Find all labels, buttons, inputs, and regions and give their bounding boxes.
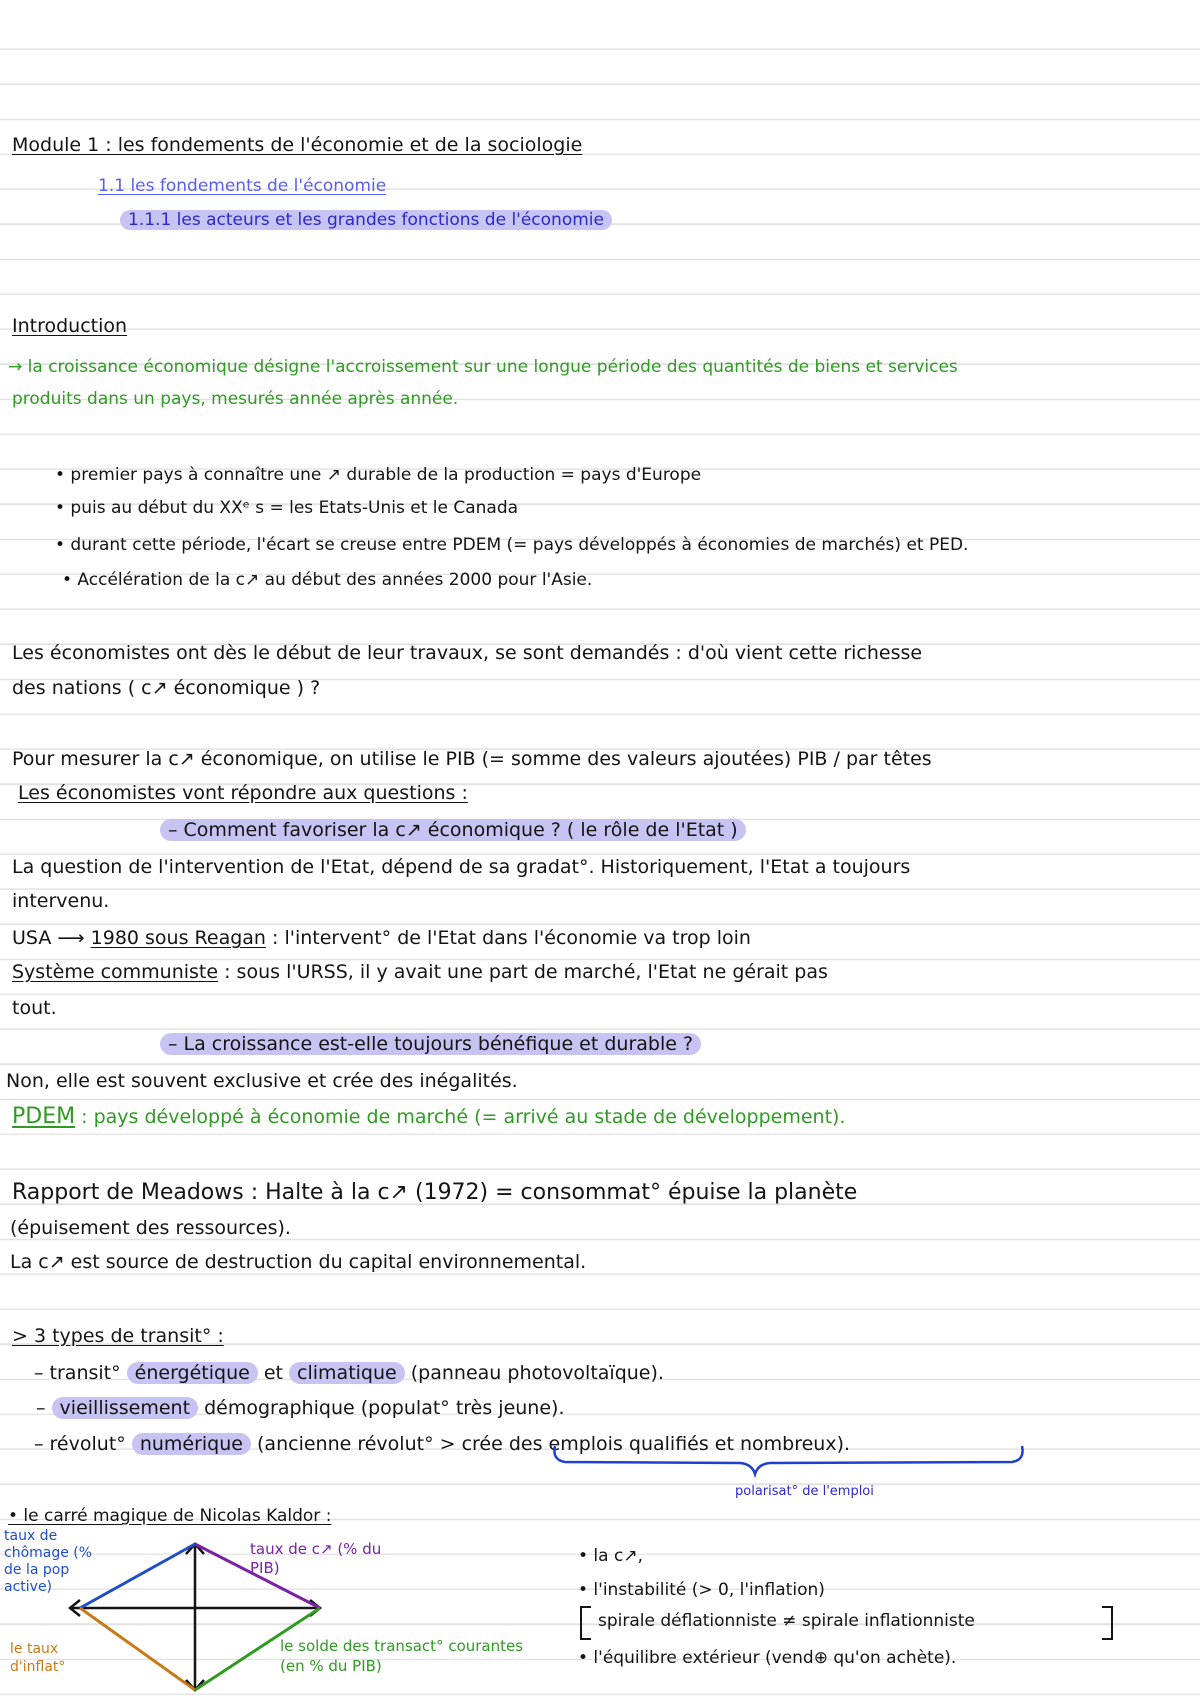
transition-energy-prefix: – transit°: [34, 1362, 127, 1384]
bullet-europe: • premier pays à connaître une ↗ durable de la production = pays d'Europe: [55, 465, 702, 485]
usa-reagan-rest: : l'intervent° de l'Etat dans l'économie va trop loin: [265, 927, 751, 949]
transition-demographic: – vieillissement démographique (populat° très jeune).: [36, 1397, 565, 1419]
objective-instability: • l'instabilité (> 0, l'inflation): [578, 1580, 825, 1600]
kaldor-label-inflation: le taux d'inflat°: [10, 1641, 66, 1675]
aging-highlight: vieillissement: [52, 1397, 199, 1419]
kaldor-label-unemployment: taux de chômage (% de la pop active): [4, 1528, 93, 1595]
communist-system-underlined: Système communiste: [12, 961, 219, 983]
communist-system-line: [12, 958, 828, 986]
transition-digital-prefix: – révolut°: [34, 1433, 132, 1455]
bullet-usa-canada: • puis au début du XXᵉ s = les Etats-Unis et le Canada: [55, 498, 519, 518]
kaldor-axis-arrow-bottom: [186, 1680, 204, 1690]
question-growth-highlight: – La croissance est-elle toujours bénéfique et durable ?: [160, 1033, 701, 1055]
growth-answer: Non, elle est souvent exclusive et crée des inégalités.: [6, 1070, 518, 1092]
transition-energy-climate: [34, 1359, 664, 1387]
objective-external-balance: • l'équilibre extérieur (vend⊕ qu'on achète).: [578, 1648, 957, 1668]
bracket-right: [1102, 1606, 1113, 1640]
digital-highlight: numérique: [132, 1433, 251, 1455]
pib-line: Pour mesurer la c↗ économique, on utilise le PIB (= somme des valeurs ajoutées) PIB / par têtes: [12, 748, 932, 770]
kaldor-axis-arrow-right: [310, 1600, 320, 1616]
kaldor-label-growth: taux de c↗ (% du PIB): [250, 1540, 382, 1577]
transition-demographic-rest: démographique (populat° très jeune).: [198, 1397, 565, 1419]
objective-spirals: spirale déflationniste ≠ spirale inflationniste: [598, 1611, 975, 1631]
pdem-definition-line: [12, 1103, 845, 1131]
climate-highlight: climatique: [289, 1362, 405, 1384]
state-intervention-line-1: La question de l'intervention de l'Etat, dépend de sa gradat°. Historiquement, l'Etat a toujours: [12, 856, 911, 878]
intro-definition-line-1: → la croissance économique désigne l'accroissement sur une longue période des quantités de biens et services: [8, 357, 958, 377]
meadows-line-1: Rapport de Meadows : Halte à la c↗ (1972) = consommat° épuise la planète: [12, 1180, 858, 1205]
transition-energy-rest: (panneau photovoltaïque).: [404, 1362, 664, 1384]
question-state-highlight: – Comment favoriser la c↗ économique ? ( le rôle de l'Etat ): [160, 819, 746, 841]
bracket-left: [580, 1606, 591, 1640]
kaldor-axis-arrow-left: [70, 1600, 80, 1616]
questions-title: Les économistes vont répondre aux questions :: [18, 782, 468, 804]
economists-line-2: des nations ( c↗ économique ) ?: [12, 677, 321, 699]
brace-note: polarisat° de l'emploi: [735, 1484, 874, 1499]
communist-system-line-2: tout.: [12, 997, 57, 1019]
kaldor-axis-arrow-top: [186, 1544, 204, 1554]
meadows-line-3: La c↗ est source de destruction du capital environnemental.: [10, 1251, 587, 1273]
question-state-role: [160, 816, 746, 844]
intro-definition-line-2: produits dans un pays, mesurés année après année.: [12, 389, 459, 409]
energy-highlight: énergétique: [127, 1362, 258, 1384]
transitions-title: > 3 types de transit° :: [12, 1325, 224, 1347]
bullet-asia: • Accélération de la c↗ au début des années 2000 pour l'Asie.: [62, 570, 593, 590]
module-title: Module 1 : les fondements de l'économie et de la sociologie: [12, 134, 583, 156]
economists-line-1: Les économistes ont dès le début de leur travaux, se sont demandés : d'où vient cette richesse: [12, 642, 923, 664]
communist-system-rest: : sous l'URSS, il y avait une part de marché, l'Etat ne gérait pas: [218, 961, 828, 983]
question-growth-benefit: [160, 1030, 701, 1058]
pdem-label: PDEM: [12, 1104, 76, 1129]
objective-growth: • la c↗,: [578, 1546, 643, 1566]
kaldor-label-balance: le solde des transact° courantes (en % du PIB): [280, 1637, 524, 1675]
transition-energy-mid: et: [257, 1362, 290, 1384]
intro-title: Introduction: [12, 315, 128, 337]
subsection-title: [120, 206, 612, 234]
kaldor-title: • le carré magique de Nicolas Kaldor :: [8, 1506, 332, 1526]
section-title: 1.1 les fondements de l'économie: [98, 176, 387, 196]
meadows-line-2: (épuisement des ressources).: [10, 1217, 291, 1239]
transition-digital: [34, 1430, 850, 1458]
pdem-definition: : pays développé à économie de marché (= arrivé au stade de développement).: [75, 1106, 846, 1128]
state-intervention-line-2: intervenu.: [12, 890, 110, 912]
subsection-highlight: 1.1.1 les acteurs et les grandes fonctions de l'économie: [120, 210, 612, 230]
usa-reagan-line: [12, 924, 751, 952]
usa-label: USA ⟶: [12, 927, 91, 949]
usa-reagan-underlined: 1980 sous Reagan: [90, 927, 266, 949]
bullet-pdem-ped: • durant cette période, l'écart se creuse entre PDEM (= pays développés à économies de marchés) et PED.: [55, 535, 969, 555]
transition-digital-rest: (ancienne révolut° > crée des emplois qualifiés et nombreux).: [250, 1433, 851, 1455]
